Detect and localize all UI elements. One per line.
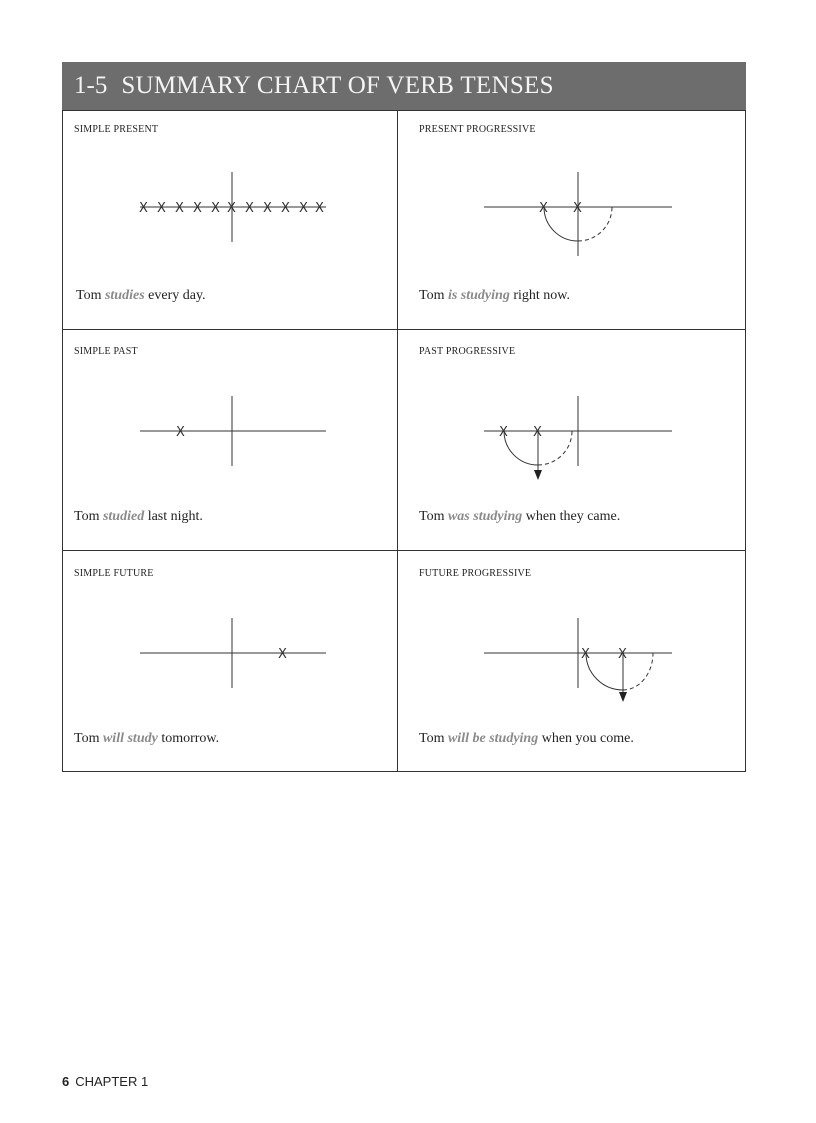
page-footer xyxy=(62,1074,148,1089)
cell-label-simple-past: SIMPLE PAST xyxy=(74,346,138,357)
section-title: SUMMARY CHART OF VERB TENSES xyxy=(121,72,554,99)
section-number: 1-5 xyxy=(74,72,108,99)
cell-label-present-progressive: PRESENT PROGRESSIVE xyxy=(419,124,536,135)
svg-text:X: X xyxy=(175,201,184,216)
sentence-rest: tomorrow. xyxy=(161,731,220,746)
svg-text:X: X xyxy=(139,201,148,216)
subject: Tom xyxy=(74,509,100,524)
timeline-past-progressive xyxy=(480,394,680,484)
svg-text:X: X xyxy=(618,647,627,662)
svg-text:X: X xyxy=(533,425,542,440)
section-header xyxy=(62,62,746,110)
svg-text:X: X xyxy=(211,201,220,216)
subject: Tom xyxy=(419,288,445,303)
svg-text:X: X xyxy=(573,201,582,216)
svg-text:X: X xyxy=(227,201,236,216)
timeline-simple-past xyxy=(130,394,340,470)
verb: is studying xyxy=(447,288,510,303)
svg-text:X: X xyxy=(263,201,272,216)
timeline-future-progressive xyxy=(480,616,680,706)
row-divider xyxy=(62,329,746,330)
subject: Tom xyxy=(419,731,445,746)
svg-text:X: X xyxy=(281,201,290,216)
chapter-label: CHAPTER 1 xyxy=(75,1074,149,1089)
verb: was studying xyxy=(447,509,523,524)
sentence-rest: when they came. xyxy=(525,509,621,524)
svg-text:X: X xyxy=(581,647,590,662)
timeline-present-progressive xyxy=(480,170,680,260)
example-future-progressive xyxy=(419,731,634,747)
example-past-progressive xyxy=(419,509,620,525)
svg-text:X: X xyxy=(278,647,287,662)
svg-text:X: X xyxy=(157,201,166,216)
sentence-rest: every day. xyxy=(148,288,206,303)
example-simple-future xyxy=(74,731,219,747)
example-simple-past xyxy=(74,509,203,525)
row-divider xyxy=(62,550,746,551)
timeline-simple-present xyxy=(130,170,340,246)
subject: Tom xyxy=(76,288,102,303)
sentence-rest: right now. xyxy=(513,288,570,303)
verb: will study xyxy=(102,731,158,746)
cell-label-future-progressive: FUTURE PROGRESSIVE xyxy=(419,568,532,579)
svg-text:X: X xyxy=(193,201,202,216)
column-divider xyxy=(397,110,398,772)
svg-text:X: X xyxy=(499,425,508,440)
svg-text:X: X xyxy=(176,425,185,440)
sentence-rest: last night. xyxy=(147,509,203,524)
cell-label-simple-future: SIMPLE FUTURE xyxy=(74,568,154,579)
subject: Tom xyxy=(74,731,100,746)
timeline-simple-future xyxy=(130,616,340,692)
page-number: 6 xyxy=(62,1074,70,1089)
sentence-rest: when you come. xyxy=(541,731,634,746)
verb: will be studying xyxy=(447,731,539,746)
svg-text:X: X xyxy=(315,201,324,216)
cell-label-simple-present: SIMPLE PRESENT xyxy=(74,124,159,135)
svg-text:X: X xyxy=(299,201,308,216)
svg-text:X: X xyxy=(245,201,254,216)
svg-text:X: X xyxy=(539,201,548,216)
cell-label-past-progressive: PAST PROGRESSIVE xyxy=(419,346,516,357)
verb: studied xyxy=(102,509,145,524)
subject: Tom xyxy=(419,509,445,524)
example-simple-present xyxy=(76,288,206,304)
example-present-progressive xyxy=(419,288,570,304)
verb: studies xyxy=(104,288,145,303)
